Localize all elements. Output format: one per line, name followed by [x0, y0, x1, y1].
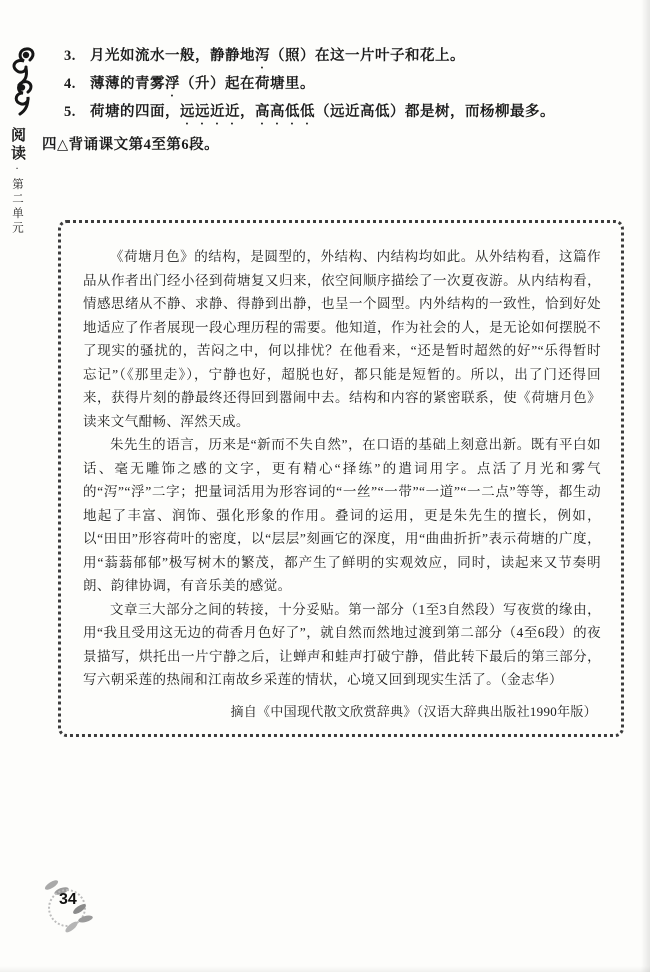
box-paragraph: 朱先生的语言，历来是“新而不失自然”，在口语的基础上刻意出新。既有平白如话、毫无雕饰之感的文字，更有精心“择练”的遣词用字。点活了月光和雾气的“泻”“浮”二字；把量词活用为形容词的“一丝”“一带”“一道”“一二点”等等，都生动地起了丰富、润饰、强化形象的作用。叠词的运用，更是朱先生的擅长，例如，以“田田”形容荷叶的密度，以“层层”刻画它的深度，用“曲曲折折”表示荷塘的广度，用“蓊蓊郁郁”极写树木的繁茂，都产生了鲜明的实观效应，同时，读起来又节奏明朗、韵律协调，有音乐美的感觉。 — [83, 437, 601, 593]
plain-text: 荷塘的四面， — [90, 104, 180, 120]
exercise-text — [90, 72, 582, 100]
plain-text: （升）起在荷塘里。 — [180, 76, 315, 92]
box-paragraphs — [83, 245, 601, 692]
exercise-list — [64, 44, 582, 128]
scan-edge-shadow — [641, 0, 650, 972]
plain-text: ， — [240, 104, 255, 120]
exercise-item — [64, 100, 582, 128]
sidebar-unit-label-unit: 第二单元 — [11, 178, 23, 236]
exercise-item — [64, 72, 582, 100]
box-paragraph: 《荷塘月色》的结构，是圆型的，外结构、内结构均如此。从外结构看，这篇作品从作者出门经小径到荷塘复又归来，依空间顺序描绘了一次夏夜游。从内结构看，情感思绪从不静、求静、得静到出静，也呈一个圆型。内外结构的一致性，恰到好处地适应了作者展现一段心理历程的需要。他知道，作为社会的人，是无论如何摆脱不了现实的骚扰的，苦闷之中，何以排忧？在他看来，“还是暂时超然的好”“乐得暂时忘记”（《那里走》），宁静也好，超脱也好，都只能是短暂的。所以，出了门还得回来，获得片刻的静最终还得回到嚣闹中去。结构和内容的紧密联系，使《荷塘月色》读来文气酣畅、浑然天成。 — [83, 249, 601, 429]
plain-text: （照）在这一片叶子和花上。 — [270, 48, 465, 64]
page-number-ornament — [42, 880, 106, 940]
scan-edge-shadow-bottom — [0, 966, 650, 972]
exercise-number: 4. — [64, 76, 76, 92]
exercise-number: 5. — [64, 104, 76, 120]
sidebar-unit-label-reading: 阅读 — [9, 127, 25, 163]
plain-text: 月光如流水一般，静静地 — [90, 48, 255, 64]
page-number: 34 — [59, 891, 77, 908]
exercise-text — [90, 100, 582, 128]
sidebar-unit-label — [9, 127, 25, 236]
sidebar-unit-label-separator: · — [11, 163, 23, 178]
exercise-item — [64, 44, 582, 72]
exercise-number: 3. — [64, 48, 76, 64]
fleuron-ornament-icon — [7, 46, 41, 125]
exercise-text — [90, 44, 582, 72]
commentary-box — [58, 220, 624, 737]
emphasized-text: 浮 — [165, 76, 180, 92]
exercise-section — [42, 44, 582, 157]
emphasized-text: 泻 — [255, 48, 270, 64]
plain-text: （远近高低）都是树，而杨柳最多。 — [315, 104, 555, 120]
source-attribution: 摘自《中国现代散文欣赏辞典》（汉语大辞典出版社1990年版） — [230, 703, 597, 719]
box-paragraph: 文章三大部分之间的转接，十分妥贴。第一部分（1至3自然段）写夜赏的缘由，用“我且受用这无边的荷香月色好了”，就自然而然地过渡到第二部分（4至6段）的夜景描写，烘托出一片宁静之后，让蝉声和蛙声打破宁静，借此转下最后的第三部分，写六朝采莲的热闹和江南故乡采莲的情状，心境又回到现实生活了。（金志华） — [83, 601, 601, 687]
recitation-directive: 四△背诵课文第4至第6段。 — [42, 137, 220, 153]
emphasized-text: 远远近近 — [180, 104, 240, 120]
plain-text: 薄薄的青雾 — [90, 76, 165, 92]
emphasized-text: 高高低低 — [255, 104, 315, 120]
